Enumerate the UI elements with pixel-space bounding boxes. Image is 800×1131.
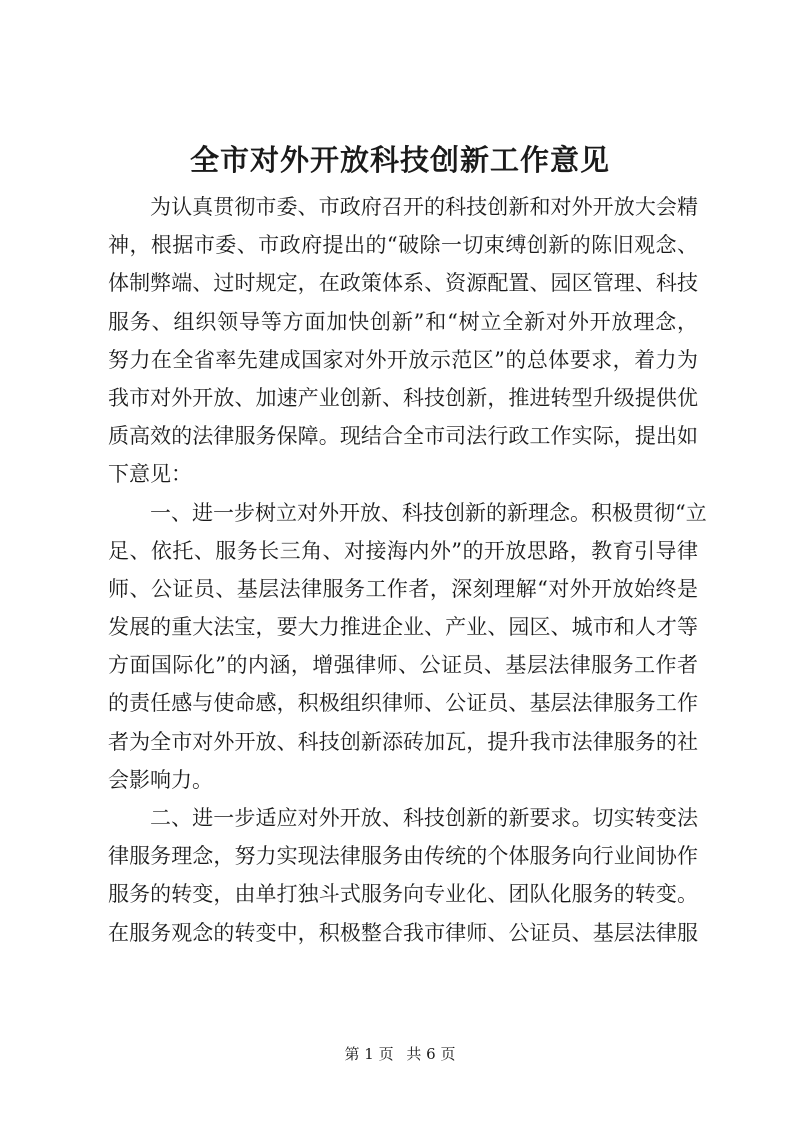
body-line: 服务的转变，由单打独斗式服务向专业化、团队化服务的转变。 (108, 882, 698, 907)
body-line: 服务、组织领导等方面加快创新”和“树立全新对外开放理念， (108, 309, 698, 334)
body-line: 我市对外开放、加速产业创新、科技创新，推进转型升级提供优 (108, 385, 698, 410)
body-line: 会影响力。 (108, 767, 213, 792)
body-line: 在服务观念的转变中，积极整合我市律师、公证员、基层法律服 (108, 920, 698, 945)
page-number: 第 1 页 (344, 1045, 394, 1063)
body-line: 神，根据市委、市政府提出的“破除一切束缚创新的陈旧观念、 (108, 233, 698, 258)
body-line: 足、依托、服务长三角、对接海内外”的开放思路，教育引导律 (108, 538, 698, 563)
body-line: 师、公证员、基层法律服务工作者，深刻理解“对外开放始终是 (108, 576, 698, 601)
body-line: 发展的重大法宝，要大力推进企业、产业、园区、城市和人才等 (108, 615, 698, 640)
body-line: 为认真贯彻市委、市政府召开的科技创新和对外开放大会精 (150, 195, 698, 219)
body-line: 律服务理念，努力实现法律服务由传统的个体服务向行业间协作 (108, 844, 698, 869)
body-line: 一、进一步树立对外开放、科技创新的新理念。积极贯彻“立 (150, 500, 707, 525)
body-line: 下意见： (108, 462, 192, 487)
body-line: 方面国际化”的内涵，增强律师、公证员、基层法律服务工作者 (108, 653, 698, 678)
body-line: 努力在全省率先建成国家对外开放示范区”的总体要求，着力为 (108, 347, 698, 372)
document-body (108, 188, 707, 952)
page-footer (0, 1044, 800, 1064)
body-line: 的责任感与使命感，积极组织律师、公证员、基层法律服务工作 (108, 691, 698, 716)
page-total: 共 6 页 (406, 1045, 456, 1063)
document-title: 全市对外开放科技创新工作意见 (189, 143, 610, 177)
body-line: 二、进一步适应对外开放、科技创新的新要求。切实转变法 (150, 806, 698, 830)
body-line: 者为全市对外开放、科技创新添砖加瓦，提升我市法律服务的社 (108, 729, 698, 754)
body-line: 质高效的法律服务保障。现结合全市司法行政工作实际，提出如 (108, 424, 698, 449)
body-line: 体制弊端、过时规定，在政策体系、资源配置、园区管理、科技 (108, 271, 698, 296)
